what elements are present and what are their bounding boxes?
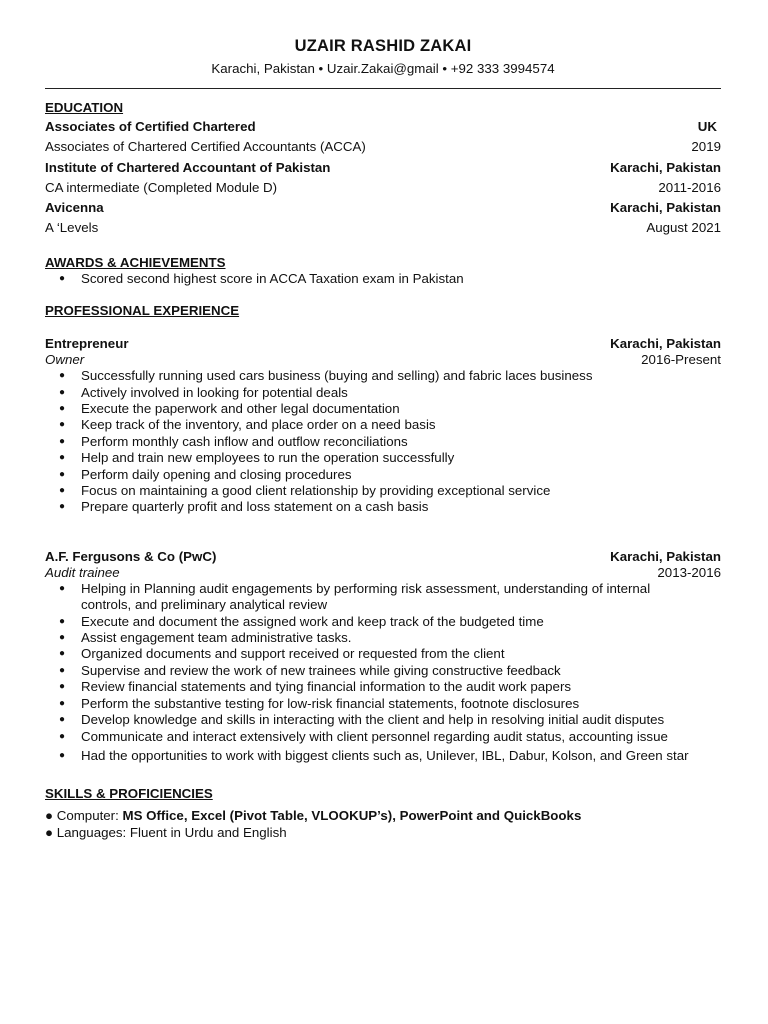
job-dates: 2016-Present xyxy=(641,352,721,368)
list-item: ● Supervise and review the work of new trainees while giving constructive feedback xyxy=(45,663,721,679)
job-organization: Entrepreneur xyxy=(45,336,129,352)
education-entry xyxy=(45,117,721,137)
list-item: ● Execute the paperwork and other legal documentation xyxy=(45,401,721,417)
job-bullets xyxy=(45,581,721,764)
education-detail-row xyxy=(45,137,721,157)
list-item: ● Had the opportunities to work with biggest clients such as, Unilever, IBL, Dabur, Kolson, and Green star xyxy=(45,748,721,764)
list-item: ● Scored second highest score in ACCA Taxation exam in Pakistan xyxy=(45,271,721,287)
list-item: ● Execute and document the assigned work and keep track of the budgeted time xyxy=(45,614,721,630)
job-role: Owner xyxy=(45,352,85,368)
education-section xyxy=(45,117,721,239)
qualification: A ‘Levels xyxy=(45,220,99,236)
header-divider xyxy=(45,88,721,89)
institution-name: Avicenna xyxy=(45,200,104,216)
job-bullets xyxy=(45,368,721,516)
skill-computer-value: MS Office, Excel (Pivot Table, VLOOKUP’s), PowerPoint and QuickBooks xyxy=(122,808,582,824)
skill-computer xyxy=(45,807,721,824)
institution-name: Associates of Certified Chartered xyxy=(45,119,256,134)
list-item: ● Helping in Planning audit engagements by performing risk assessment, understanding of internal controls, and preliminary analytical review xyxy=(45,581,721,614)
institution-location: Karachi, Pakistan xyxy=(610,159,721,175)
job-header xyxy=(45,549,721,565)
job-location: Karachi, Pakistan xyxy=(610,548,721,564)
job-entry xyxy=(45,336,721,516)
list-item: ● Communicate and interact extensively with client personnel regarding audit status, accounting issue xyxy=(45,729,721,745)
institution-location: Karachi, Pakistan xyxy=(610,200,721,216)
job-role-row xyxy=(45,352,721,368)
education-heading: EDUCATION xyxy=(45,100,124,115)
list-item: ● Successfully running used cars business (buying and selling) and fabric laces business xyxy=(45,368,721,384)
list-item: ● Perform daily opening and closing procedures xyxy=(45,467,721,483)
job-entry xyxy=(45,549,721,764)
list-item: ● Develop knowledge and skills in interacting with the client and help in resolving initial audit disputes xyxy=(45,712,721,728)
list-item: ● Perform the substantive testing for low-risk financial statements, footnote disclosures xyxy=(45,696,721,712)
skills-section xyxy=(45,807,721,841)
job-role-row xyxy=(45,565,721,581)
experience-heading: PROFESSIONAL EXPERIENCE xyxy=(45,303,240,319)
education-entry xyxy=(45,198,721,218)
list-item: ● Organized documents and support received or requested from the client xyxy=(45,646,721,662)
qualification-date: August 2021 xyxy=(646,220,721,236)
education-detail-row xyxy=(45,178,721,198)
list-item: ● Help and train new employees to run the operation successfully xyxy=(45,450,721,466)
institution-name: Institute of Chartered Accountant of Pakistan xyxy=(45,159,331,175)
candidate-name: UZAIR RASHID ZAKAI xyxy=(294,37,472,55)
contact-line: Karachi, Pakistan • Uzair.Zakai@gmail • +92 333 3994574 xyxy=(211,61,555,76)
list-item: ● Assist engagement team administrative tasks. xyxy=(45,630,721,646)
qualification: CA intermediate (Completed Module D) xyxy=(45,179,278,195)
institution-location: UK xyxy=(697,119,717,134)
skill-languages: ● Languages: Fluent in Urdu and English xyxy=(45,825,287,841)
job-header xyxy=(45,336,721,352)
awards-heading: AWARDS & ACHIEVEMENTS xyxy=(45,254,226,270)
job-dates: 2013-2016 xyxy=(657,564,721,580)
skills-heading: SKILLS & PROFICIENCIES xyxy=(45,786,213,802)
list-item: ● Focus on maintaining a good client relationship by providing exceptional service xyxy=(45,483,721,499)
resume-page xyxy=(45,36,721,841)
job-organization: A.F. Fergusons & Co (PwC) xyxy=(45,548,217,564)
list-item: ● Prepare quarterly profit and loss statement on a cash basis xyxy=(45,499,721,515)
job-location: Karachi, Pakistan xyxy=(610,336,721,352)
skill-computer-label: ● Computer: xyxy=(45,808,123,824)
qualification-date: 2019 xyxy=(691,139,721,155)
education-entry xyxy=(45,158,721,178)
awards-list xyxy=(45,271,721,287)
list-item: ● Review financial statements and tying financial information to the audit work papers xyxy=(45,679,721,695)
job-role: Audit trainee xyxy=(45,564,120,580)
list-item: ● Perform monthly cash inflow and outflow reconciliations xyxy=(45,434,721,450)
education-detail-row xyxy=(45,218,721,238)
list-item: ● Actively involved in looking for potential deals xyxy=(45,385,721,401)
list-item: ● Keep track of the inventory, and place order on a need basis xyxy=(45,417,721,433)
qualification: Associates of Chartered Certified Accountants (ACCA) xyxy=(45,139,366,155)
qualification-date: 2011-2016 xyxy=(658,179,721,195)
